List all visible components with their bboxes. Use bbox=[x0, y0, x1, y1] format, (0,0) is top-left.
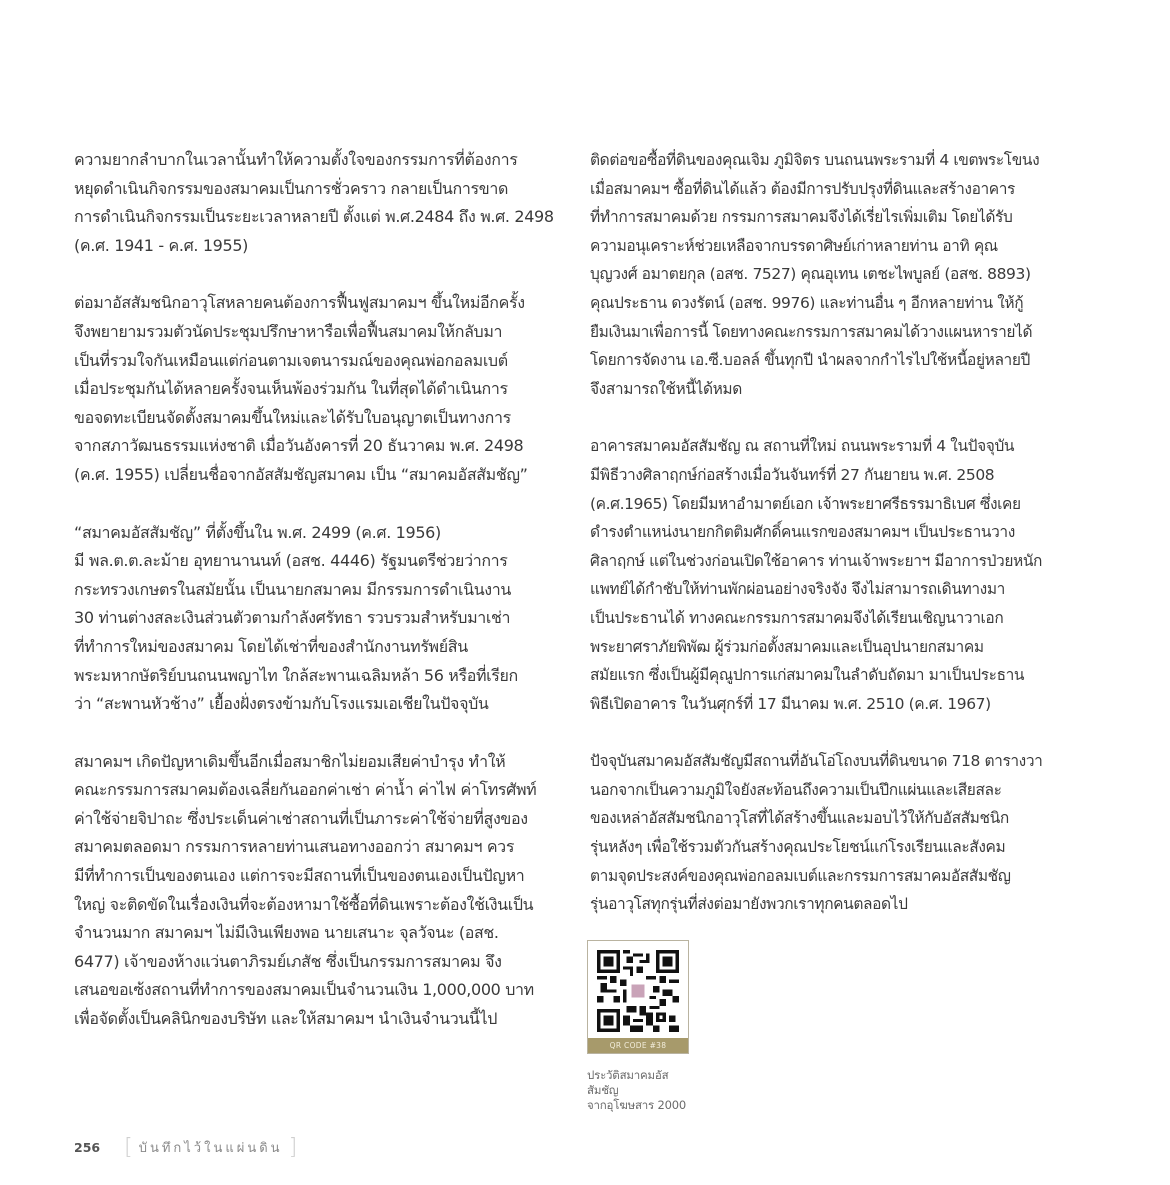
bracket-close: ] bbox=[288, 1134, 298, 1160]
text-line: ที่ทำการสมาคมด้วย กรรมการสมาคมจึงได้เรี่ยไรเพิ่มเติม โดยได้รับ bbox=[590, 208, 1013, 227]
text-line: พิธีเปิดอาคาร ในวันศุกร์ที่ 17 มีนาคม พ.ศ. 2510 (ค.ศ. 1967) bbox=[590, 694, 991, 713]
text-line: บุญวงศ์ อมาตยกุล (อสช. 7527) คุณอุเทน เตชะไพบูลย์ (อสช. 8893) bbox=[590, 265, 1031, 284]
paragraph bbox=[74, 146, 552, 260]
text-line: รุ่นหลังๆ เพื่อใช้รวมตัวกันสร้างคุณประโยชน์แก่โรงเรียนและสังคม bbox=[590, 838, 1006, 857]
text-line: อาคารสมาคมอัสสัมชัญ ณ สถานที่ใหม่ ถนนพระรามที่ 4 ในปัจจุบัน bbox=[590, 437, 1015, 456]
text-line: (ค.ศ. 1955) เปลี่ยนชื่อจากอัสสัมชัญสมาคม เป็น “สมาคมอัสสัมชัญ” bbox=[74, 464, 528, 484]
text-line: รุ่นอาวุโสทุกรุ่นที่ส่งต่อมายังพวกเราทุกคนตลอดไป bbox=[590, 895, 908, 914]
left-column bbox=[74, 146, 552, 1063]
text-line: โดยการจัดงาน เอ.ซี.บอลล์ ขึ้นทุกปี นำผลจากกำไรไปใช้หนี้อยู่หลายปี bbox=[590, 351, 1030, 370]
text-line: ที่ทำการใหม่ของสมาคม โดยได้เช่าที่ของสำนักงานทรัพย์สิน bbox=[74, 636, 468, 656]
text-line: ความอนุเคราะห์ช่วยเหลือจากบรรดาศิษย์เก่าหลายท่าน อาทิ คุณ bbox=[590, 236, 998, 255]
paragraph bbox=[74, 289, 552, 489]
text-line: 6477) เจ้าของห้างแว่นตาภิรมย์เภสัช ซึ่งเป็นกรรมการสมาคม จึง bbox=[74, 951, 502, 971]
text-line: จึงสามารถใช้หนี้ได้หมด bbox=[590, 379, 742, 398]
text-line: 30 ท่านต่างสละเงินส่วนตัวตามกำลังศรัทธา รวบรวมสำหรับมาเช่า bbox=[74, 608, 511, 628]
text-line: ตามจุดประสงค์ของคุณพ่อกอลมเบต์และกรรมการสมาคมอัสสัมชัญ bbox=[590, 866, 1011, 885]
text-line: จึงพยายามรวมตัวนัดประชุมปรึกษาหารือเพื่อฟื้นสมาคมให้กลับมา bbox=[74, 321, 503, 341]
text-line: เพื่อจัดตั้งเป็นคลินิกของบริษัท และให้สมาคมฯ นำเงินจำนวนนี้ไป bbox=[74, 1009, 498, 1029]
text-line: มีพิธีวางศิลาฤกษ์ก่อสร้างเมื่อวันจันทร์ที่ 27 กันยายน พ.ศ. 2508 bbox=[590, 465, 995, 484]
text-line: หยุดดำเนินกิจกรรมของสมาคมเป็นการชั่วคราว กลายเป็นการขาด bbox=[74, 178, 508, 198]
paragraph bbox=[590, 432, 1043, 718]
text-line: กระทรวงเกษตรในสมัยนั้น เป็นนายกสมาคม มีกรรมการดำเนินงาน bbox=[74, 579, 511, 599]
qr-caption-line: ประวัติสมาคมอัสสัมชัญ bbox=[587, 1068, 669, 1097]
bracket-open: [ bbox=[124, 1134, 133, 1160]
text-line: ติดต่อขอซื้อที่ดินของคุณเจิม ภูมิจิตร บนถนนพระรามที่ 4 เขตพระโขนง bbox=[590, 151, 1040, 169]
paragraph bbox=[74, 519, 552, 719]
text-line: เมื่อสมาคมฯ ซื้อที่ดินได้แล้ว ต้องมีการปรับปรุงที่ดินและสร้างอาคาร bbox=[590, 179, 1015, 198]
text-line: ว่า “สะพานหัวช้าง” เยื้องฝั่งตรงข้ามกับโรงแรมเอเชียในปัจจุบัน bbox=[74, 694, 489, 714]
text-line: (ค.ศ.1965) โดยมีมหาอำมาตย์เอก เจ้าพระยาศรีธรรมาธิเบศ ซึ่งเคย bbox=[590, 494, 1021, 513]
text-line: มี พล.ต.ต.ละม้าย อุทยานานนท์ (อสช. 4446) รัฐมนตรีช่วยว่าการ bbox=[74, 551, 508, 571]
text-line: แพทย์ได้กำชับให้ท่านพักผ่อนอย่างจริงจัง จึงไม่สามารถเดินทางมา bbox=[590, 580, 1005, 599]
text-line: ศิลาฤกษ์ แต่ในช่วงก่อนเปิดใช้อาคาร ท่านเจ้าพระยาฯ มีอาการป่วยหนัก bbox=[590, 551, 1043, 570]
text-line: ค่าใช้จ่ายจิปาถะ ซึ่งประเด็นค่าเช่าสถานที่เป็นภาระค่าใช้จ่ายที่สูงของ bbox=[74, 808, 528, 828]
text-line: คุณประธาน ดวงรัตน์ (อสช. 9976) และท่านอื่น ๆ อีกหลายท่าน ให้กู้ bbox=[590, 293, 1024, 312]
paragraph bbox=[590, 747, 1043, 919]
text-line: สมาคมฯ เกิดปัญหาเดิมขึ้นอีกเมื่อสมาชิกไม่ยอมเสียค่าบำรุง ทำให้ bbox=[74, 751, 506, 771]
text-line: ต่อมาอัสสัมชนิกอาวุโสหลายคนต้องการฟื้นฟูสมาคมฯ ขึ้นใหม่อีกครั้ง bbox=[74, 293, 525, 313]
text-line: เป็นที่รวมใจกันเหมือนแต่ก่อนตามเจตนารมณ์ของคุณพ่อกอลมเบต์ bbox=[74, 350, 508, 370]
text-line: ใหญ่ จะติดขัดในเรื่องเงินที่จะต้องหามาใช้ซื้อที่ดินเพราะต้องใช้เงินเป็น bbox=[74, 894, 534, 914]
text-line: ยืมเงินมาเพื่อการนี้ โดยทางคณะกรรมการสมาคมได้วางแผนหารายได้ bbox=[590, 322, 1033, 341]
right-column bbox=[590, 146, 1043, 948]
book-title: บันทึกไว้ในแผ่นดิน bbox=[138, 1141, 283, 1156]
qr-code-block bbox=[587, 940, 689, 1113]
qr-code-icon[interactable] bbox=[597, 950, 679, 1032]
text-line: สมาคมตลอดมา กรรมการหลายท่านเสนอทางออกว่า สมาคมฯ ควร bbox=[74, 837, 515, 857]
text-line: เป็นประธานได้ ทางคณะกรรมการสมาคมจึงได้เรียนเชิญนาวาเอก bbox=[590, 608, 1004, 627]
text-line: พระมหากษัตริย์บนถนนพญาไท ใกล้สะพานเฉลิมหล้า 56 หรือที่เรียก bbox=[74, 665, 518, 685]
text-line: จากสภาวัฒนธรรมแห่งชาติ เมื่อวันอังคารที่ 20 ธันวาคม พ.ศ. 2498 bbox=[74, 436, 524, 456]
page-number: 256 bbox=[74, 1140, 101, 1155]
qr-caption bbox=[587, 1068, 689, 1113]
text-line: “สมาคมอัสสัมชัญ” ที่ตั้งขึ้นใน พ.ศ. 2499 (ค.ศ. 1956) bbox=[74, 522, 441, 542]
text-line: เมื่อประชุมกันได้หลายครั้งจนเห็นพ้องร่วมกัน ในที่สุดได้ดำเนินการ bbox=[74, 379, 508, 399]
text-line: สมัยแรก ซึ่งเป็นผู้มีคุณูปการแก่สมาคมในลำดับถัดมา มาเป็นประธาน bbox=[590, 666, 1025, 685]
qr-code-label: QR CODE #38 bbox=[588, 1038, 688, 1053]
text-line: เสนอขอเซ้งสถานที่ทำการของสมาคมเป็นจำนวนเงิน 1,000,000 บาท bbox=[74, 980, 534, 1000]
paragraph bbox=[74, 748, 552, 1034]
qr-caption-line: จากอุโฆษสาร 2000 bbox=[587, 1098, 686, 1112]
text-line: ความยากลำบากในเวลานั้นทำให้ความตั้งใจของกรรมการที่ต้องการ bbox=[74, 150, 518, 169]
text-line: ของเหล่าอัสสัมชนิกอาวุโสที่ได้สร้างขึ้นและมอบไว้ให้กับอัสสัมชนิก bbox=[590, 809, 1009, 828]
text-line: ปัจจุบันสมาคมอัสสัมชัญมีสถานที่อันโอ่โถงบนที่ดินขนาด 718 ตารางวา bbox=[590, 752, 1043, 771]
text-line: ขอจดทะเบียนจัดตั้งสมาคมขึ้นใหม่และได้รับใบอนุญาตเป็นทางการ bbox=[74, 407, 511, 427]
text-line: คณะกรรมการสมาคมต้องเฉลี่ยกันออกค่าเช่า ค่าน้ำ ค่าไฟ ค่าโทรศัพท์ bbox=[74, 780, 537, 800]
text-line: มีที่ทำการเป็นของตนเอง แต่การจะมีสถานที่เป็นของตนเองเป็นปัญหา bbox=[74, 866, 525, 886]
text-line: พระยาศราภัยพิพัฒ ผู้ร่วมก่อตั้งสมาคมและเป็นอุปนายกสมาคม bbox=[590, 637, 984, 656]
text-line: (ค.ศ. 1941 - ค.ศ. 1955) bbox=[74, 235, 249, 255]
text-line: นอกจากเป็นความภูมิใจยังสะท้อนถึงความเป็นปึกแผ่นและเสียสละ bbox=[590, 780, 1002, 799]
page-footer bbox=[74, 1134, 298, 1160]
paragraph bbox=[590, 146, 1040, 403]
text-line: จำนวนมาก สมาคมฯ ไม่มีเงินเพียงพอ นายเสนาะ จุลวัจนะ (อสช. bbox=[74, 923, 499, 943]
text-line: ดำรงตำแหน่งนายกกิตติมศักดิ์คนแรกของสมาคมฯ เป็นประธานวาง bbox=[590, 523, 1015, 542]
qr-code-frame[interactable] bbox=[587, 940, 689, 1054]
text-line: การดำเนินกิจกรรมเป็นระยะเวลาหลายปี ตั้งแต่ พ.ศ.2484 ถึง พ.ศ. 2498 bbox=[74, 207, 554, 227]
